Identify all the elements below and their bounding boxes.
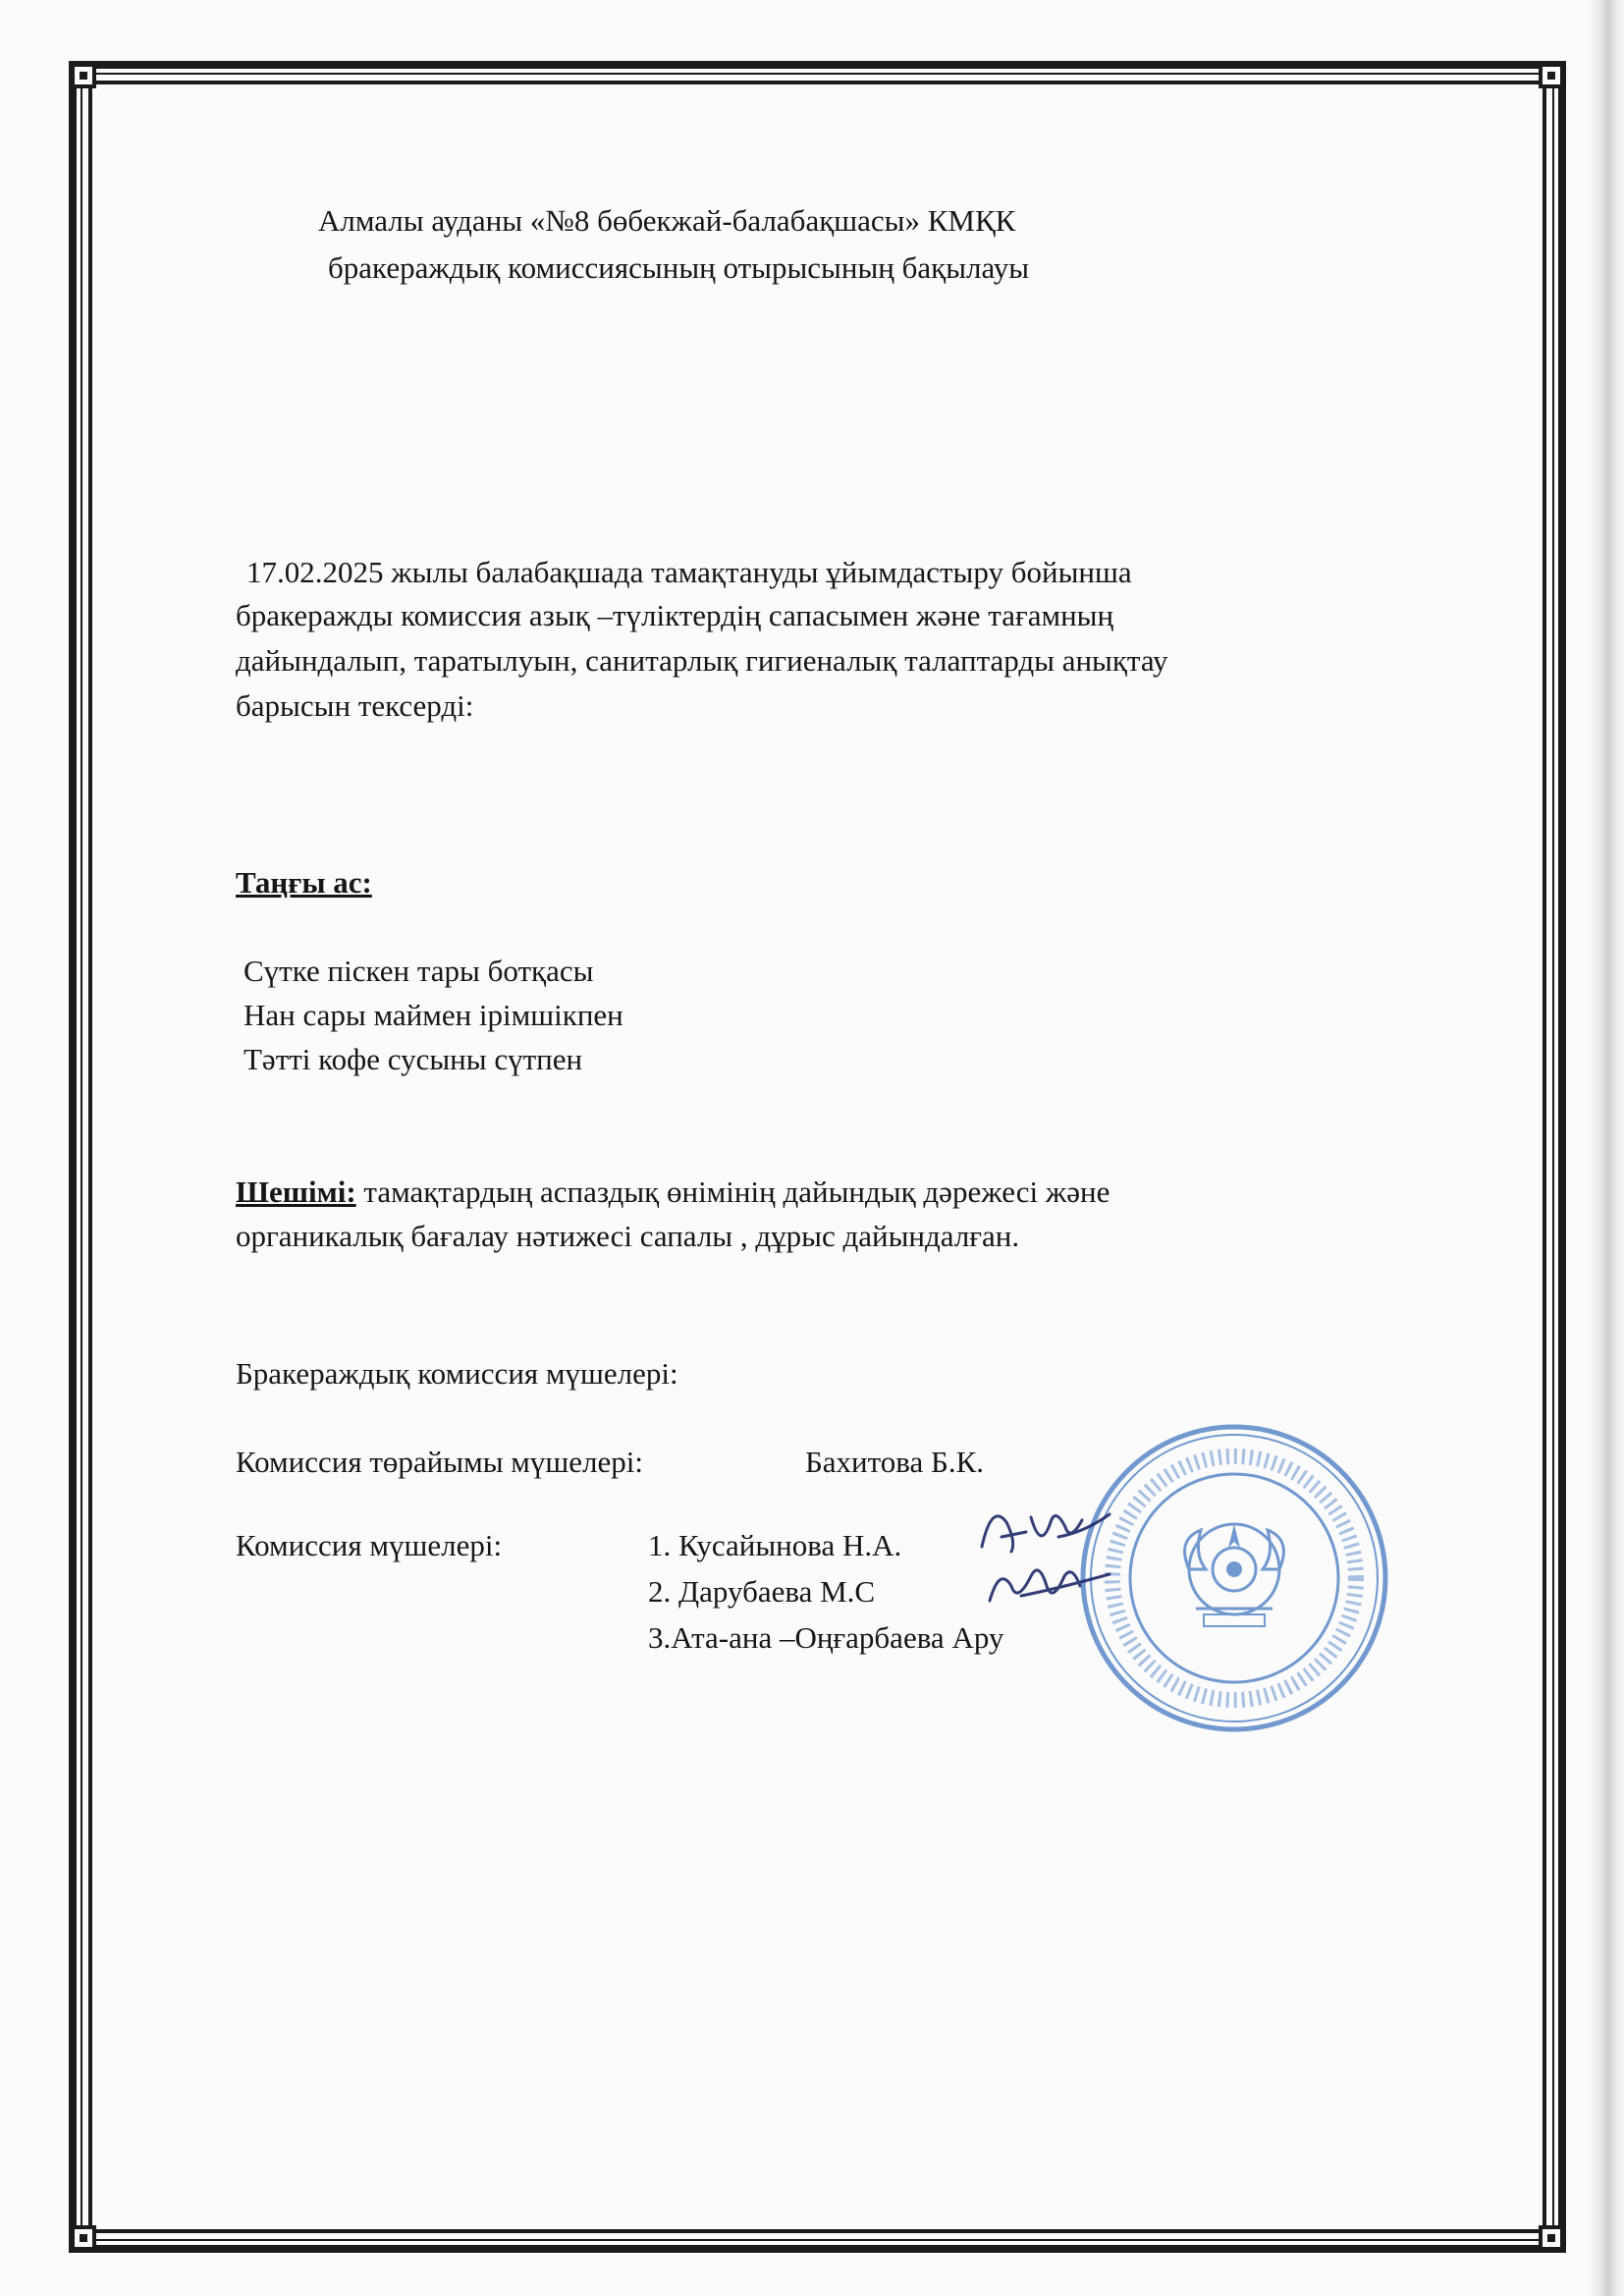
commission-member-3: 3.Ата-ана –Оңғарбаева Ару (648, 1620, 1004, 1655)
signature-member-2 (982, 1547, 1119, 1615)
scan-edge-shadow (1589, 0, 1624, 2296)
decision-label: Шешімі: (236, 1175, 356, 1209)
menu-item-2: Нан сары маймен ірімшікпен (244, 998, 623, 1032)
border-corner-top-right (1539, 63, 1564, 88)
decision-line-2: органикалық бағалау нәтижесі сапалы , дұрыс дайындалған. (236, 1219, 1020, 1253)
intro-line-3: дайындалып, таратылуын, санитарлық гигиеналық талаптарды анықтау (236, 643, 1168, 678)
commission-members-label: Комиссия мүшелері: (236, 1528, 503, 1562)
page-border-inner (88, 81, 1546, 2233)
decision-line-1 (236, 1174, 1110, 1211)
intro-line-2: бракеражды комиссия азық –түліктердің сапасымен және тағамның (236, 598, 1114, 632)
commission-chair-name: Бахитова Б.К. (805, 1445, 985, 1479)
document-title-line2: бракераждық комиссиясының отырысының бақылауы (328, 250, 1030, 285)
border-corner-bottom-left (71, 2225, 96, 2251)
intro-line-4: барысын тексерді: (236, 688, 474, 723)
commission-member-2: 2. Дарубаева М.С (648, 1574, 876, 1609)
border-corner-bottom-right (1539, 2225, 1564, 2251)
commission-member-1: 1. Кусайынова Н.А. (648, 1528, 902, 1562)
breakfast-heading: Таңғы ас: (236, 865, 372, 900)
document-title-line1: Алмалы ауданы «№8 бөбекжай-балабақшасы» КМҚК (318, 203, 1016, 238)
commission-heading: Бракераждық комиссия мүшелері: (236, 1356, 678, 1391)
official-stamp (1078, 1422, 1390, 1734)
decision-text-1: тамақтардың аспаздық өнімінің дайындық дәрежесі және (355, 1175, 1110, 1209)
menu-item-1: Сүтке піскен тары ботқасы (244, 954, 594, 988)
commission-chair-label: Комиссия төрайымы мүшелері: (236, 1445, 643, 1479)
border-corner-top-left (71, 63, 96, 88)
menu-item-3: Тәтті кофе сусыны сүтпен (244, 1042, 583, 1076)
intro-line-1: 17.02.2025 жылы балабақшада тамақтануды ұйымдастыру бойынша (246, 555, 1132, 589)
emblem-icon (1185, 1524, 1284, 1626)
